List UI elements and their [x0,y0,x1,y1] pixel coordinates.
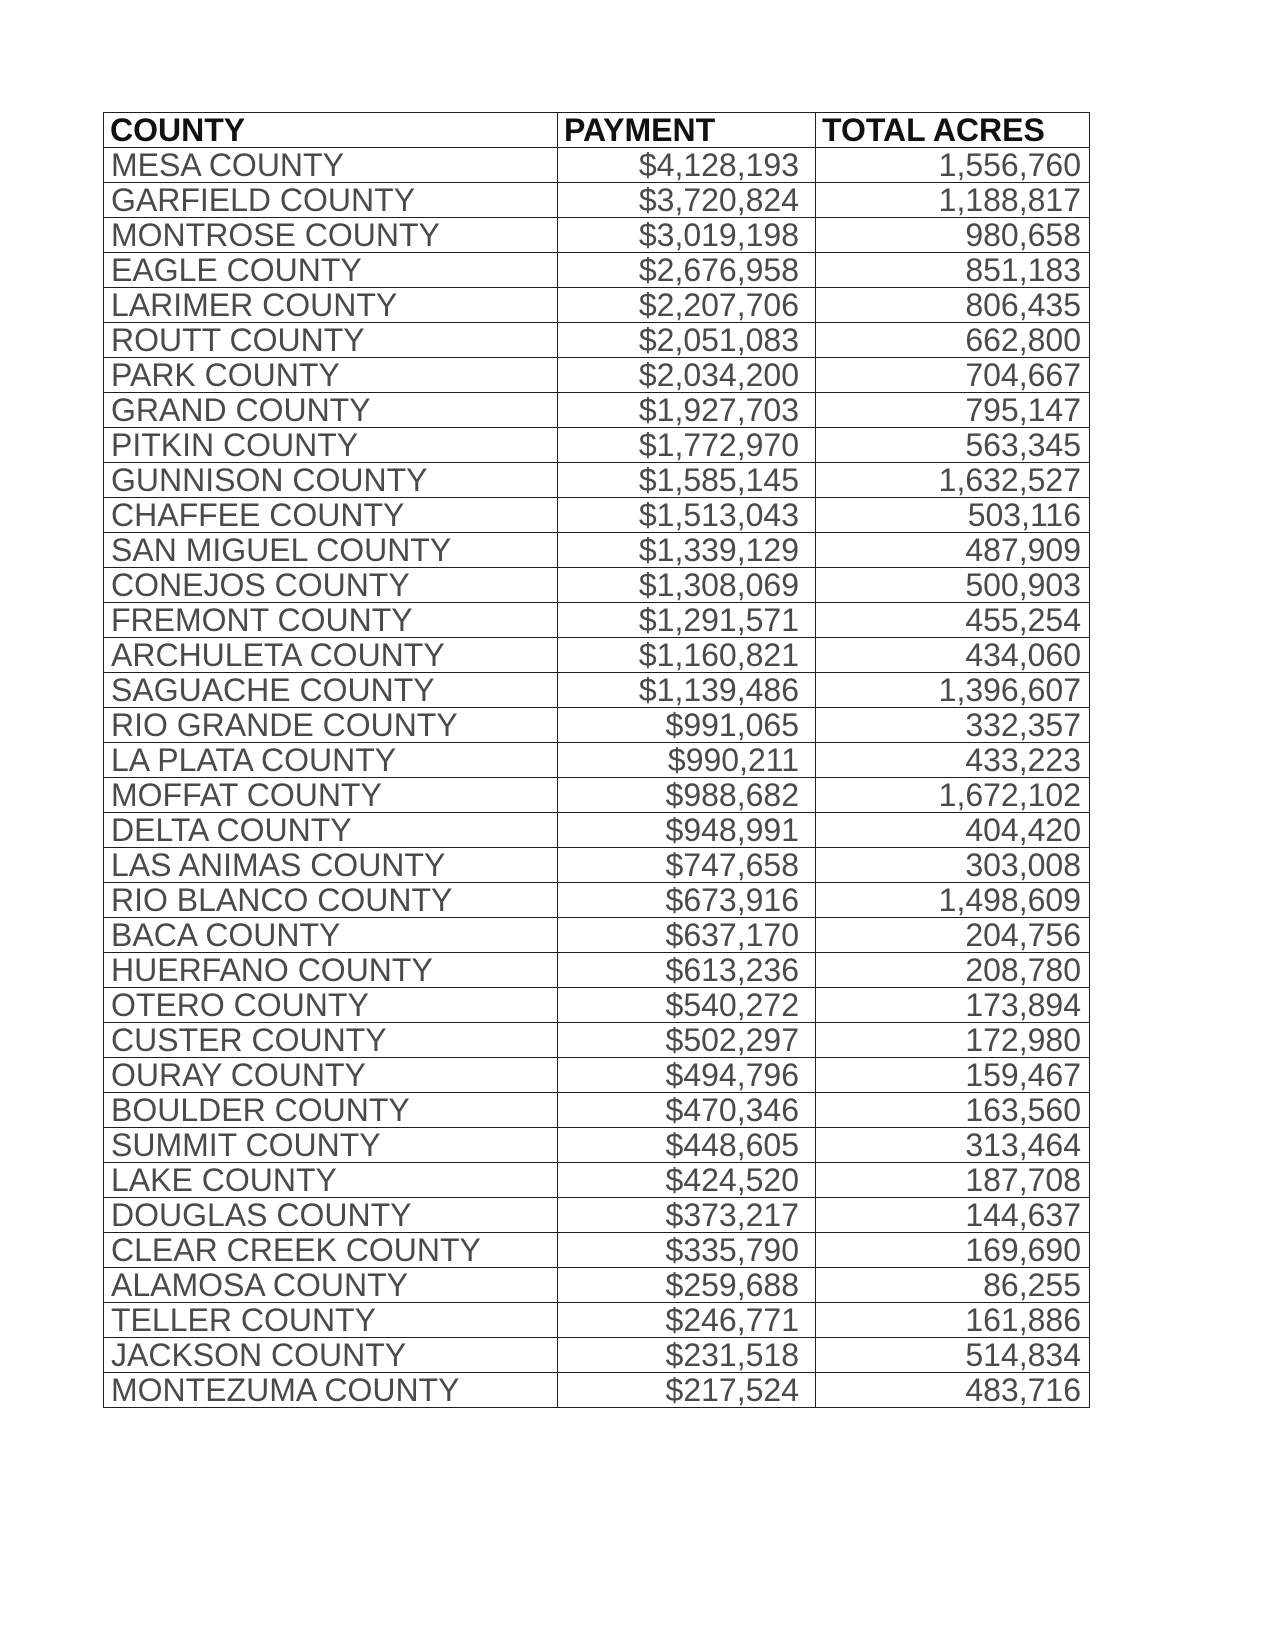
county-cell: LAS ANIMAS COUNTY [104,848,558,883]
county-cell: EAGLE COUNTY [104,253,558,288]
table-row [104,603,1090,638]
payment-cell: $1,585,145 [558,463,816,498]
total-acres-cell: 303,008 [816,848,1090,883]
table-row [104,498,1090,533]
payment-cell: $3,720,824 [558,183,816,218]
table-row [104,1373,1090,1408]
table-row [104,813,1090,848]
payment-cell: $1,772,970 [558,428,816,463]
total-acres-cell: 159,467 [816,1058,1090,1093]
header-total-acres: TOTAL ACRES [816,113,1090,148]
total-acres-cell: 172,980 [816,1023,1090,1058]
county-cell: BOULDER COUNTY [104,1093,558,1128]
total-acres-cell: 1,498,609 [816,883,1090,918]
table-row [104,918,1090,953]
table-body [104,148,1090,1408]
payment-cell: $448,605 [558,1128,816,1163]
total-acres-cell: 503,116 [816,498,1090,533]
county-cell: ALAMOSA COUNTY [104,1268,558,1303]
table-row [104,1058,1090,1093]
header-row [104,113,1090,148]
total-acres-cell: 433,223 [816,743,1090,778]
total-acres-cell: 161,886 [816,1303,1090,1338]
payment-cell: $1,160,821 [558,638,816,673]
county-cell: GARFIELD COUNTY [104,183,558,218]
total-acres-cell: 483,716 [816,1373,1090,1408]
county-cell: ARCHULETA COUNTY [104,638,558,673]
payment-cell: $494,796 [558,1058,816,1093]
total-acres-cell: 806,435 [816,288,1090,323]
table-row [104,183,1090,218]
payment-cell: $991,065 [558,708,816,743]
table-row [104,708,1090,743]
county-cell: HUERFANO COUNTY [104,953,558,988]
county-cell: LAKE COUNTY [104,1163,558,1198]
total-acres-cell: 1,632,527 [816,463,1090,498]
total-acres-cell: 1,556,760 [816,148,1090,183]
table-row [104,883,1090,918]
header-payment: PAYMENT [558,113,816,148]
payment-cell: $613,236 [558,953,816,988]
payment-cell: $259,688 [558,1268,816,1303]
payment-cell: $470,346 [558,1093,816,1128]
payment-cell: $2,676,958 [558,253,816,288]
total-acres-cell: 163,560 [816,1093,1090,1128]
table-row [104,638,1090,673]
total-acres-cell: 980,658 [816,218,1090,253]
total-acres-cell: 1,396,607 [816,673,1090,708]
table-row [104,1093,1090,1128]
total-acres-cell: 487,909 [816,533,1090,568]
payment-cell: $502,297 [558,1023,816,1058]
payment-cell: $747,658 [558,848,816,883]
table-row [104,988,1090,1023]
table-row [104,393,1090,428]
county-cell: GUNNISON COUNTY [104,463,558,498]
county-cell: MESA COUNTY [104,148,558,183]
table-row [104,568,1090,603]
county-cell: LARIMER COUNTY [104,288,558,323]
payment-cell: $2,034,200 [558,358,816,393]
payment-cell: $948,991 [558,813,816,848]
total-acres-cell: 144,637 [816,1198,1090,1233]
payment-cell: $1,308,069 [558,568,816,603]
table-row [104,1198,1090,1233]
table-row [104,743,1090,778]
total-acres-cell: 404,420 [816,813,1090,848]
county-cell: DOUGLAS COUNTY [104,1198,558,1233]
payment-cell: $217,524 [558,1373,816,1408]
county-cell: BACA COUNTY [104,918,558,953]
table-row [104,148,1090,183]
table-row [104,1023,1090,1058]
table-row [104,1338,1090,1373]
table-row [104,218,1090,253]
payment-cell: $1,339,129 [558,533,816,568]
payment-cell: $2,207,706 [558,288,816,323]
payment-cell: $1,513,043 [558,498,816,533]
payment-cell: $373,217 [558,1198,816,1233]
total-acres-cell: 313,464 [816,1128,1090,1163]
payment-cell: $3,019,198 [558,218,816,253]
table-row [104,1163,1090,1198]
payment-cell: $4,128,193 [558,148,816,183]
county-cell: SAGUACHE COUNTY [104,673,558,708]
total-acres-cell: 1,188,817 [816,183,1090,218]
payment-cell: $540,272 [558,988,816,1023]
table-row [104,953,1090,988]
payment-cell: $673,916 [558,883,816,918]
payment-cell: $424,520 [558,1163,816,1198]
county-cell: RIO BLANCO COUNTY [104,883,558,918]
county-cell: OURAY COUNTY [104,1058,558,1093]
table-row [104,673,1090,708]
payment-cell: $990,211 [558,743,816,778]
table-row [104,1128,1090,1163]
payment-cell: $246,771 [558,1303,816,1338]
county-cell: SAN MIGUEL COUNTY [104,533,558,568]
county-cell: FREMONT COUNTY [104,603,558,638]
table-row [104,1268,1090,1303]
payment-cell: $988,682 [558,778,816,813]
payment-cell: $637,170 [558,918,816,953]
total-acres-cell: 204,756 [816,918,1090,953]
total-acres-cell: 173,894 [816,988,1090,1023]
total-acres-cell: 851,183 [816,253,1090,288]
table-row [104,428,1090,463]
total-acres-cell: 86,255 [816,1268,1090,1303]
county-cell: PITKIN COUNTY [104,428,558,463]
total-acres-cell: 563,345 [816,428,1090,463]
county-cell: SUMMIT COUNTY [104,1128,558,1163]
table-row [104,778,1090,813]
county-cell: GRAND COUNTY [104,393,558,428]
payment-cell: $231,518 [558,1338,816,1373]
county-cell: PARK COUNTY [104,358,558,393]
payment-cell: $2,051,083 [558,323,816,358]
table-row [104,1233,1090,1268]
county-cell: ROUTT COUNTY [104,323,558,358]
payment-cell: $1,291,571 [558,603,816,638]
total-acres-cell: 187,708 [816,1163,1090,1198]
table-row [104,1303,1090,1338]
county-cell: CUSTER COUNTY [104,1023,558,1058]
payment-cell: $335,790 [558,1233,816,1268]
table-row [104,463,1090,498]
county-cell: TELLER COUNTY [104,1303,558,1338]
table-row [104,323,1090,358]
total-acres-cell: 169,690 [816,1233,1090,1268]
table-row [104,253,1090,288]
payment-cell: $1,927,703 [558,393,816,428]
total-acres-cell: 662,800 [816,323,1090,358]
total-acres-cell: 1,672,102 [816,778,1090,813]
county-cell: LA PLATA COUNTY [104,743,558,778]
total-acres-cell: 455,254 [816,603,1090,638]
table-row [104,288,1090,323]
county-cell: MONTROSE COUNTY [104,218,558,253]
county-cell: JACKSON COUNTY [104,1338,558,1373]
county-cell: MOFFAT COUNTY [104,778,558,813]
total-acres-cell: 500,903 [816,568,1090,603]
total-acres-cell: 332,357 [816,708,1090,743]
county-cell: DELTA COUNTY [104,813,558,848]
payment-cell: $1,139,486 [558,673,816,708]
table-row [104,848,1090,883]
total-acres-cell: 434,060 [816,638,1090,673]
total-acres-cell: 704,667 [816,358,1090,393]
county-cell: OTERO COUNTY [104,988,558,1023]
county-payment-table [103,112,1090,1408]
county-cell: CLEAR CREEK COUNTY [104,1233,558,1268]
county-cell: CONEJOS COUNTY [104,568,558,603]
county-cell: MONTEZUMA COUNTY [104,1373,558,1408]
county-cell: RIO GRANDE COUNTY [104,708,558,743]
total-acres-cell: 514,834 [816,1338,1090,1373]
total-acres-cell: 795,147 [816,393,1090,428]
total-acres-cell: 208,780 [816,953,1090,988]
table-header [104,113,1090,148]
county-cell: CHAFFEE COUNTY [104,498,558,533]
header-county: COUNTY [104,113,558,148]
table-row [104,533,1090,568]
table-row [104,358,1090,393]
